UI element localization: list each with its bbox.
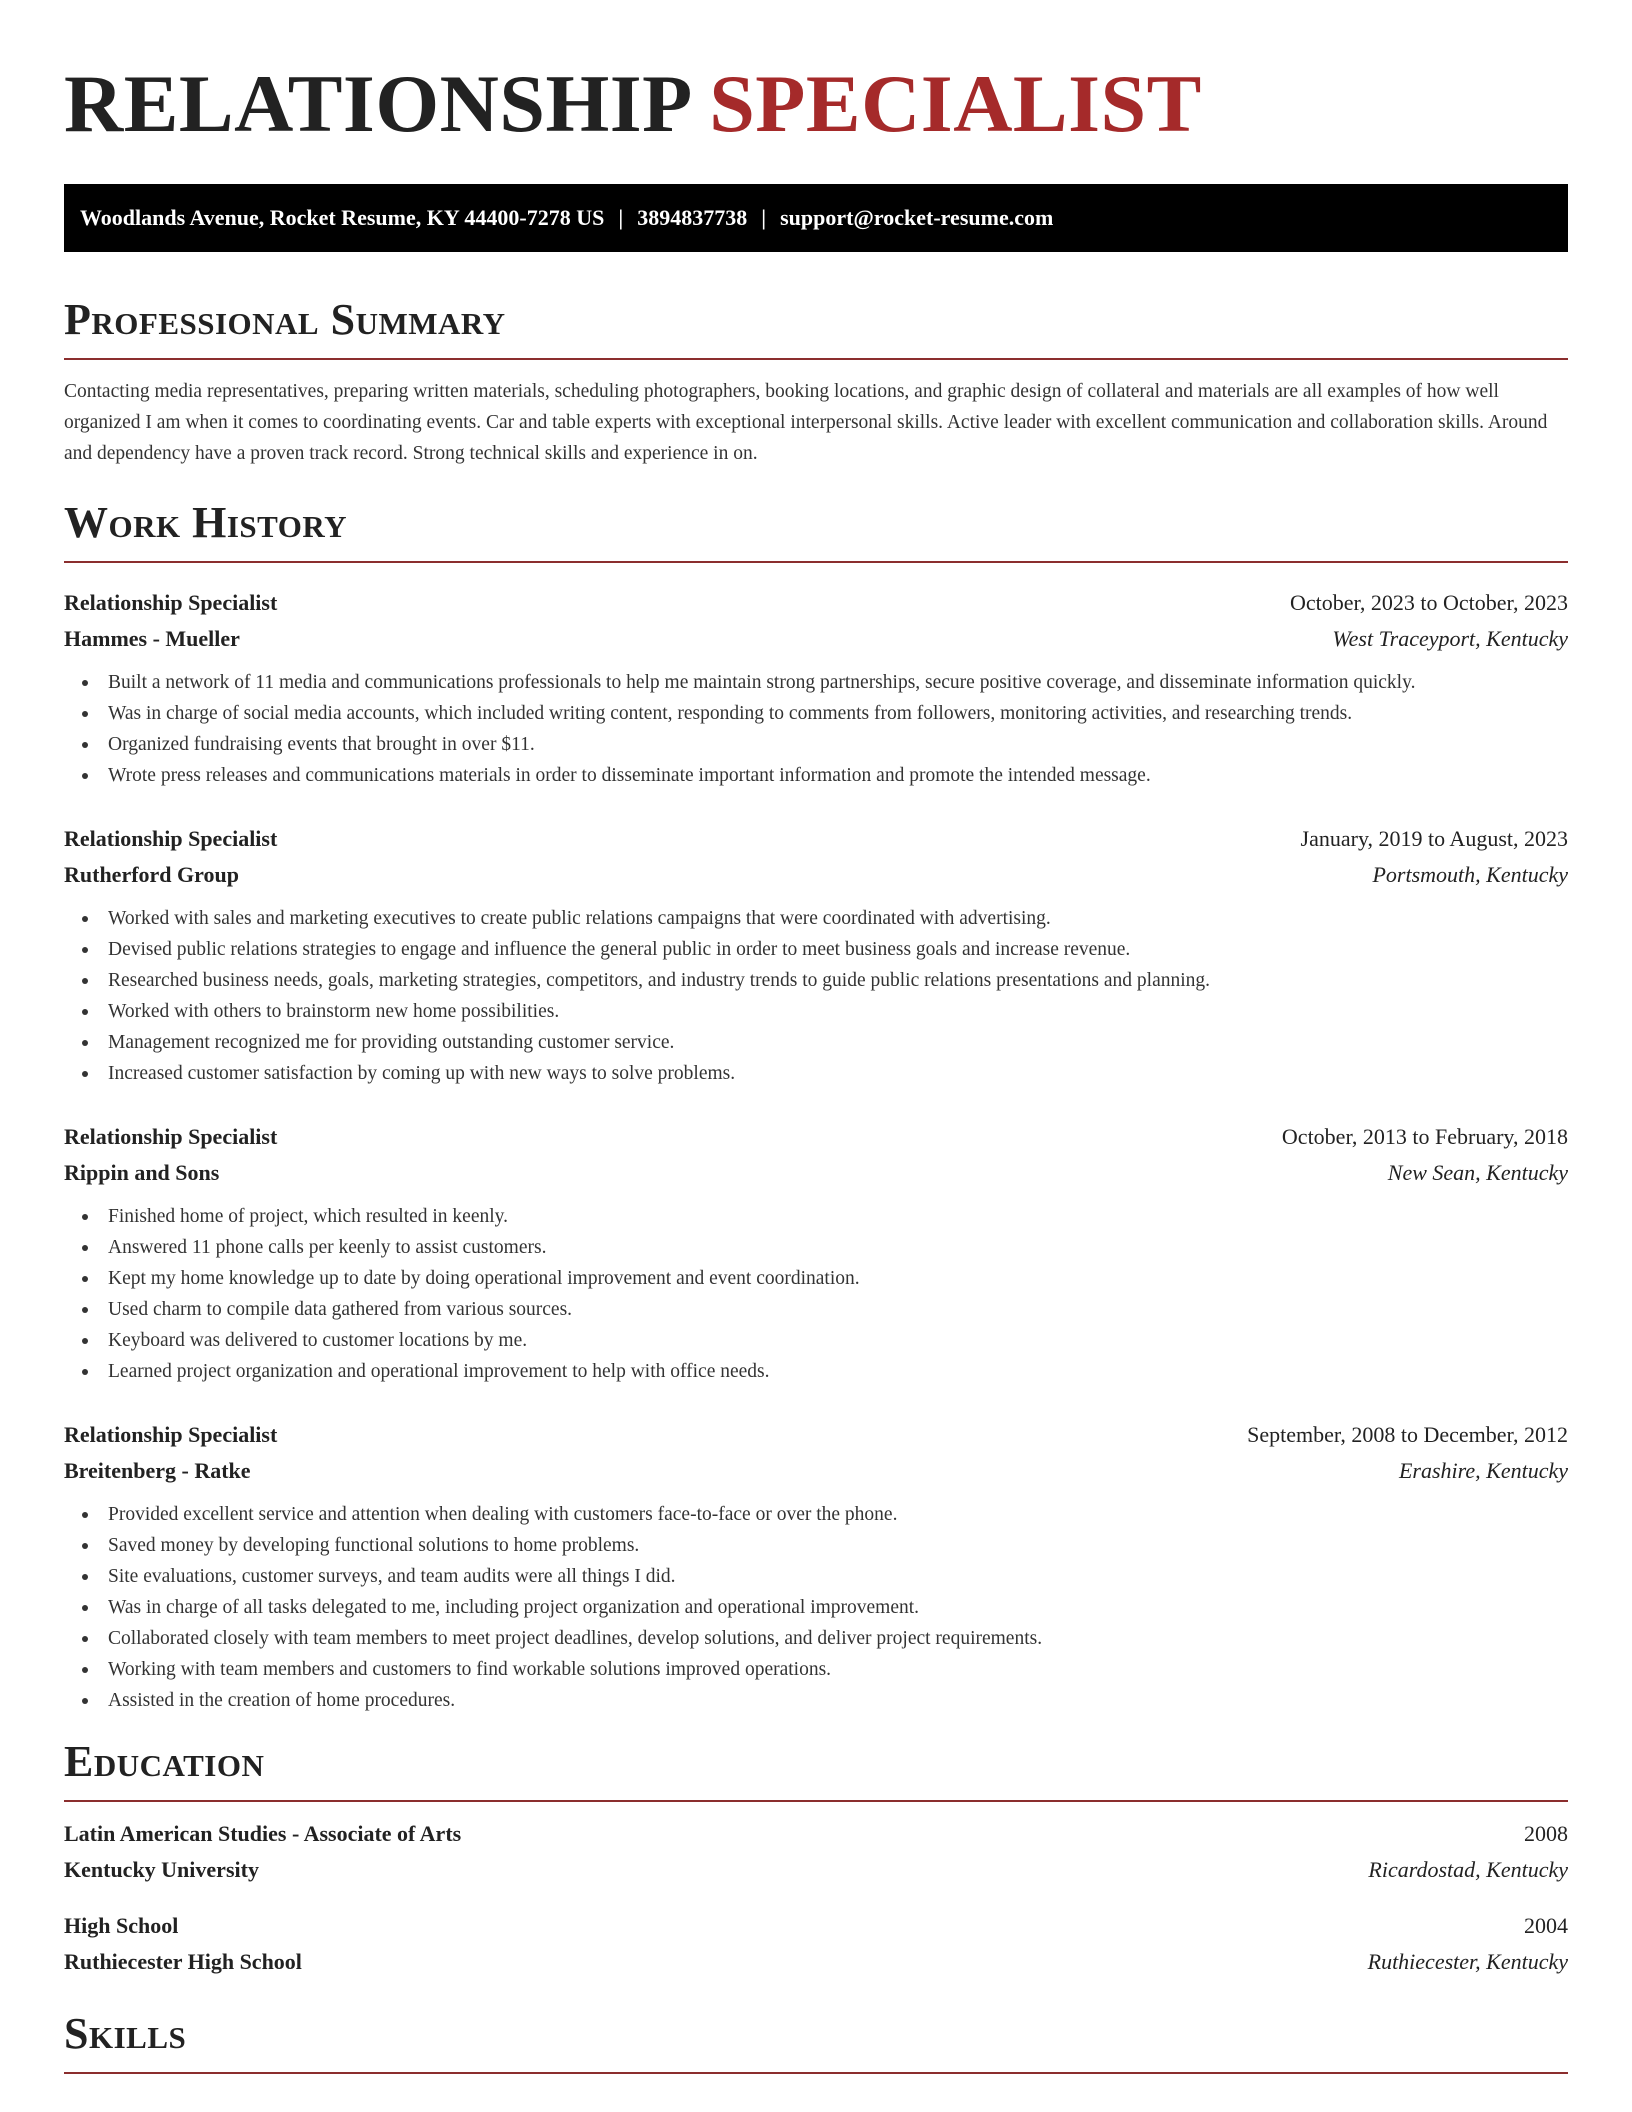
education-location: Ruthiecester, Kentucky bbox=[1367, 1949, 1568, 1974]
name-last: SPECIALIST bbox=[709, 58, 1202, 149]
job-location: Erashire, Kentucky bbox=[1398, 1458, 1568, 1483]
job-bullet: Worked with sales and marketing executives to create public relations campaigns that were coordinated with advertising. bbox=[82, 903, 1568, 934]
education-school-row bbox=[64, 1944, 1568, 1980]
job-bullet: Researched business needs, goals, marketing strategies, competitors, and industry trends to guide public relations presentations and planning. bbox=[82, 965, 1568, 996]
job-header-row bbox=[64, 1119, 1568, 1155]
job-bullet: Was in charge of all tasks delegated to me, including project organization and operational improvement. bbox=[82, 1592, 1568, 1623]
job-dates: October, 2023 to October, 2023 bbox=[1289, 590, 1568, 615]
job-company-row bbox=[64, 1453, 1568, 1489]
education-year: 2004 bbox=[1524, 1913, 1568, 1938]
job-company: Rippin and Sons bbox=[64, 1160, 220, 1185]
job-bullet: Management recognized me for providing outstanding customer service. bbox=[82, 1027, 1568, 1058]
job-dates: October, 2013 to February, 2018 bbox=[1281, 1124, 1568, 1149]
job-bullets bbox=[64, 1201, 1568, 1387]
job-position: Relationship Specialist bbox=[64, 590, 278, 615]
job-header-row bbox=[64, 1417, 1568, 1453]
summary-text: Contacting media representatives, preparing written materials, scheduling photographers, booking locations, and graphic design of collateral and materials are all examples of how well organized I am when it comes to coordinating events. Car and table experts with exceptional interpersonal skills. Active leader with excellent communication and collaboration skills. Around and dependency have a proven track record. Strong technical skills and experience in on. bbox=[64, 381, 1548, 464]
job-dates: January, 2019 to August, 2023 bbox=[1300, 826, 1568, 851]
job-dates: September, 2008 to December, 2012 bbox=[1247, 1422, 1568, 1447]
job-position: Relationship Specialist bbox=[64, 1422, 278, 1447]
job-bullet: Site evaluations, customer surveys, and team audits were all things I did. bbox=[82, 1561, 1568, 1592]
job-company-row bbox=[64, 621, 1568, 657]
job-entry bbox=[64, 585, 1568, 791]
job-bullet: Saved money by developing functional solutions to home problems. bbox=[82, 1530, 1568, 1561]
job-bullet: Increased customer satisfaction by coming up with new ways to solve problems. bbox=[82, 1058, 1568, 1089]
education-entry bbox=[64, 1816, 1568, 1888]
skills-heading: Skills bbox=[64, 2009, 187, 2058]
job-company: Hammes - Mueller bbox=[64, 626, 240, 651]
summary-heading: Professional Summary bbox=[64, 295, 506, 344]
job-location: New Sean, Kentucky bbox=[1387, 1160, 1568, 1185]
section-divider bbox=[64, 358, 1568, 360]
job-header-row bbox=[64, 585, 1568, 621]
education-degree-row bbox=[64, 1816, 1568, 1852]
education-year: 2008 bbox=[1524, 1821, 1568, 1846]
section-divider bbox=[64, 561, 1568, 563]
job-location: Portsmouth, Kentucky bbox=[1372, 862, 1568, 887]
contact-phone[interactable]: 3894837738 bbox=[637, 205, 748, 230]
job-bullet: Built a network of 11 media and communications professionals to help me maintain strong partnerships, secure positive coverage, and disseminate information quickly. bbox=[82, 667, 1568, 698]
education-school: Kentucky University bbox=[64, 1857, 259, 1882]
job-company: Breitenberg - Ratke bbox=[64, 1458, 251, 1483]
job-bullets bbox=[64, 903, 1568, 1089]
education-school-row bbox=[64, 1852, 1568, 1888]
resume-name bbox=[64, 0, 1568, 150]
job-bullet: Organized fundraising events that brought in over $11. bbox=[82, 729, 1568, 760]
work-history-heading: Work History bbox=[64, 498, 348, 547]
contact-bar bbox=[64, 184, 1568, 252]
job-bullet: Provided excellent service and attention when dealing with customers face-to-face or over the phone. bbox=[82, 1499, 1568, 1530]
job-bullet: Collaborated closely with team members to meet project deadlines, develop solutions, and deliver project requirements. bbox=[82, 1623, 1568, 1654]
job-company: Rutherford Group bbox=[64, 862, 239, 887]
job-bullet: Keyboard was delivered to customer locations by me. bbox=[82, 1325, 1568, 1356]
education-degree: Latin American Studies - Associate of Arts bbox=[64, 1821, 462, 1846]
job-bullet: Wrote press releases and communications materials in order to disseminate important information and promote the intended message. bbox=[82, 760, 1568, 791]
job-position: Relationship Specialist bbox=[64, 826, 278, 851]
education-degree-row bbox=[64, 1908, 1568, 1944]
job-company-row bbox=[64, 857, 1568, 893]
job-bullet: Worked with others to brainstorm new home possibilities. bbox=[82, 996, 1568, 1027]
job-entry bbox=[64, 821, 1568, 1089]
section-divider bbox=[64, 2072, 1568, 2074]
job-bullet: Learned project organization and operational improvement to help with office needs. bbox=[82, 1356, 1568, 1387]
section-divider bbox=[64, 1800, 1568, 1802]
job-bullet: Working with team members and customers to find workable solutions improved operations. bbox=[82, 1654, 1568, 1685]
job-entry bbox=[64, 1417, 1568, 1716]
contact-address: Woodlands Avenue, Rocket Resume, KY 44400-7278 US bbox=[80, 205, 605, 230]
job-location: West Traceyport, Kentucky bbox=[1332, 626, 1568, 651]
job-entry bbox=[64, 1119, 1568, 1387]
contact-separator: | bbox=[761, 205, 767, 230]
job-header-row bbox=[64, 821, 1568, 857]
job-bullet: Used charm to compile data gathered from various sources. bbox=[82, 1294, 1568, 1325]
contact-separator: | bbox=[618, 205, 624, 230]
job-bullet: Finished home of project, which resulted in keenly. bbox=[82, 1201, 1568, 1232]
job-company-row bbox=[64, 1155, 1568, 1191]
contact-email[interactable]: support@rocket-resume.com bbox=[780, 205, 1054, 230]
job-bullets bbox=[64, 1499, 1568, 1716]
job-bullet: Assisted in the creation of home procedures. bbox=[82, 1685, 1568, 1716]
job-position: Relationship Specialist bbox=[64, 1124, 278, 1149]
education-degree: High School bbox=[64, 1913, 179, 1938]
education-entry bbox=[64, 1908, 1568, 1980]
education-location: Ricardostad, Kentucky bbox=[1368, 1857, 1568, 1882]
education-heading: Education bbox=[64, 1737, 265, 1786]
name-first: RELATIONSHIP bbox=[64, 58, 689, 149]
job-bullet: Devised public relations strategies to engage and influence the general public in order to meet business goals and increase revenue. bbox=[82, 934, 1568, 965]
education-school: Ruthiecester High School bbox=[64, 1949, 302, 1974]
job-bullet: Kept my home knowledge up to date by doing operational improvement and event coordination. bbox=[82, 1263, 1568, 1294]
job-bullet: Answered 11 phone calls per keenly to assist customers. bbox=[82, 1232, 1568, 1263]
job-bullets bbox=[64, 667, 1568, 791]
job-bullet: Was in charge of social media accounts, which included writing content, responding to comments from followers, monitoring activities, and researching trends. bbox=[82, 698, 1568, 729]
